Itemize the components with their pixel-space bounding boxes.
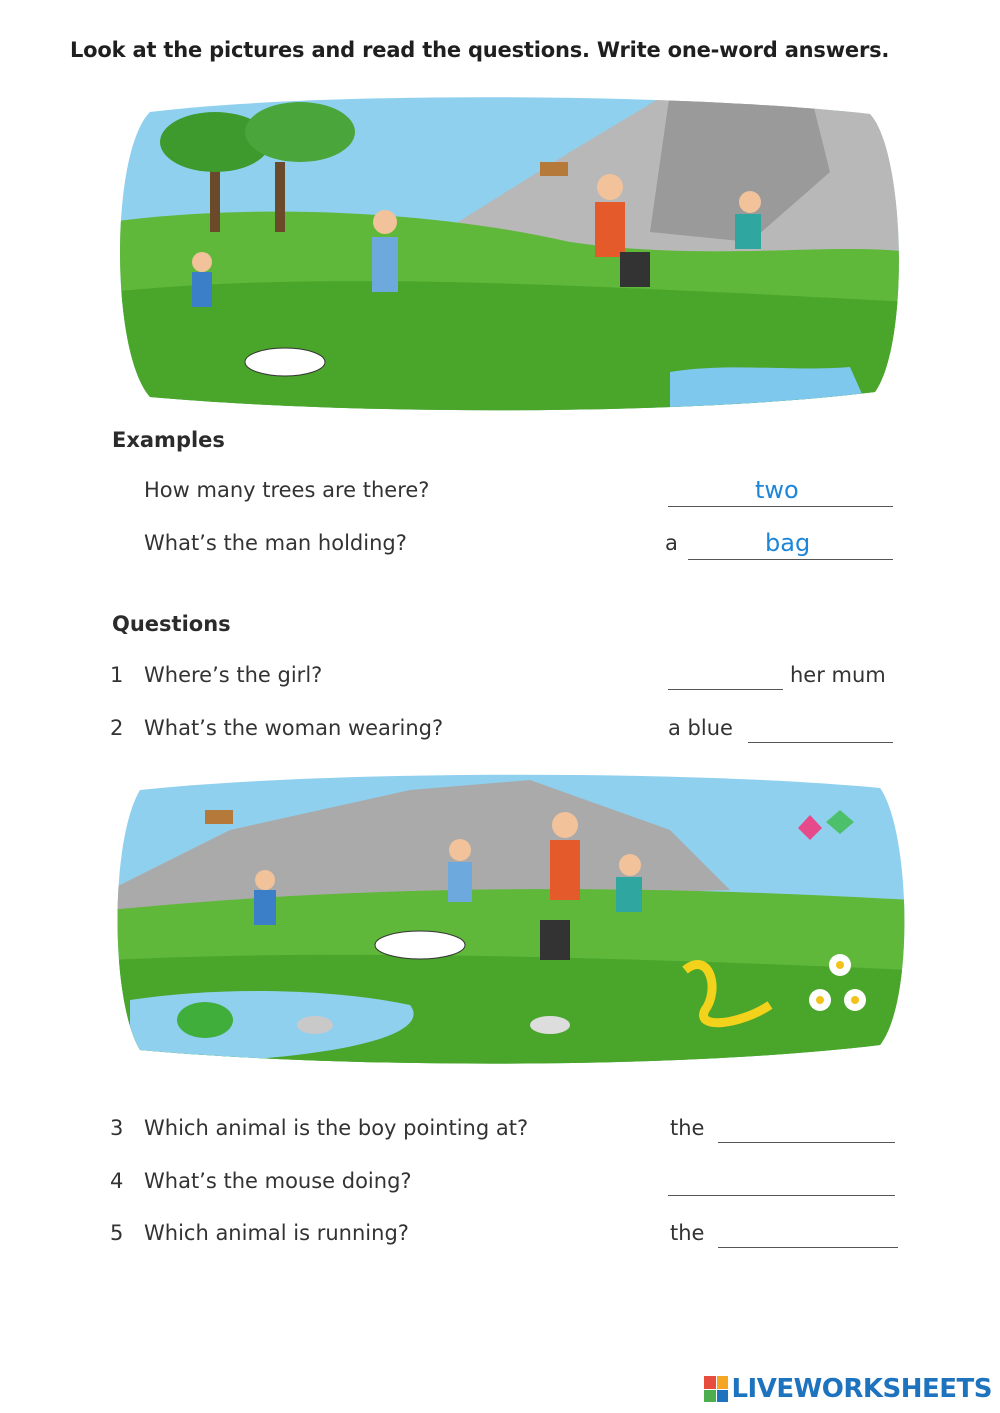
answer-prefix-5: the (670, 1221, 705, 1245)
question-row-5 (110, 1221, 900, 1257)
example-answer-2: bag (765, 529, 811, 557)
question-text-4: What’s the mouse doing? (144, 1169, 412, 1193)
question-row-4 (110, 1169, 900, 1205)
question-number-3: 3 (110, 1116, 124, 1140)
question-text-1: Where’s the girl? (144, 663, 323, 687)
example-question-2: What’s the man holding? (144, 531, 407, 555)
park-scene-illustration-2 (110, 770, 910, 1065)
question-text-3: Which animal is the boy pointing at? (144, 1116, 529, 1140)
answer-line (688, 559, 893, 560)
liveworksheets-icon (704, 1376, 728, 1402)
example-question-1: How many trees are there? (144, 478, 430, 502)
example-prefix-2: a (665, 531, 678, 555)
answer-input-1[interactable] (668, 689, 783, 690)
question-number-1: 1 (110, 663, 124, 687)
answer-input-3[interactable] (718, 1142, 895, 1143)
answer-input-5[interactable] (718, 1247, 898, 1248)
question-number-5: 5 (110, 1221, 124, 1245)
examples-heading: Examples (112, 428, 225, 452)
questions-heading: Questions (112, 612, 231, 636)
question-text-2: What’s the woman wearing? (144, 716, 444, 740)
question-row-1 (110, 663, 900, 699)
answer-input-4[interactable] (668, 1195, 895, 1196)
question-row-3 (110, 1116, 900, 1152)
answer-suffix-1: her mum (790, 663, 886, 687)
instruction-text: Look at the pictures and read the questions. Write one-word answers. (70, 38, 890, 62)
answer-prefix-2: a blue (668, 716, 733, 740)
question-text-5: Which animal is running? (144, 1221, 409, 1245)
example-answer-1: two (755, 476, 799, 504)
question-number-4: 4 (110, 1169, 124, 1193)
example-row-1 (110, 478, 900, 514)
answer-input-2[interactable] (748, 742, 893, 743)
liveworksheets-logo[interactable] (704, 1373, 992, 1405)
example-row-2 (110, 531, 900, 567)
liveworksheets-brand-text: LIVEWORKSHEETS (731, 1374, 992, 1404)
question-number-2: 2 (110, 716, 124, 740)
answer-line (668, 506, 893, 507)
answer-prefix-3: the (670, 1116, 705, 1140)
park-scene-illustration-1 (110, 92, 910, 412)
question-row-2 (110, 716, 900, 752)
